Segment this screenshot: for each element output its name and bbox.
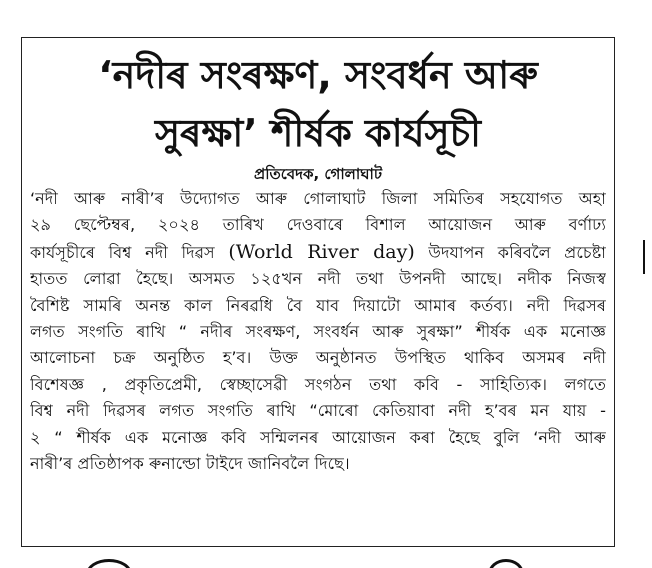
cropped-next-article-fragments — [0, 555, 652, 568]
body-line-11: নাৰী’ৰ প্ৰতিষ্ঠাপক ৰুনাল্ডো টাইদে জানিবলৈ দিছে। — [30, 454, 350, 474]
body-line-3-head: কাৰ্যসূচীৰে বিশ্ব নদী দিৱস — [30, 242, 215, 262]
body-line-5: বৈশিষ্ট সামৰি অনন্ত কাল নিৰৱধি বৈ যাব দিয়াটো আমাৰ কৰ্তব্য। নদী দিৱসৰ — [30, 295, 606, 315]
body-line-2: ২৯ ছেপ্টেম্বৰ, ২০২৪ তাৰিখ দেওবাৰে বিশাল আয়োজন আৰু বৰ্ণাঢ্য — [30, 215, 606, 235]
cropped-glyph-fragment — [488, 559, 524, 568]
body-line-9: বিশ্ব নদী দিৱসৰ লগত সংগতি ৰাখি “মোৰো কেতিয়াবা নদী হ’বৰ মন যায় - — [30, 401, 606, 421]
body-line-3-tail: উদযাপন কৰিবলৈ প্ৰচেষ্টা — [428, 242, 606, 262]
body-line-10: ২ “ শীৰ্ষক এক মনোজ্ঞ কবি সন্মিলনৰ আয়োজন কৰা হৈছে বুলি ‘নদী আৰু — [30, 427, 606, 447]
news-article — [21, 37, 615, 547]
headline-line-1: ‘নদীৰ সংৰক্ষণ, সংবৰ্ধন আৰু — [98, 53, 538, 97]
body-line-3 — [30, 239, 606, 266]
body-line-8: বিশেষজ্ঞ , প্ৰকৃতিপ্ৰেমী, স্বেচ্ছাসেৱী সংগঠন তথা কবি - সাহিত্যিক। লগতে — [30, 374, 606, 394]
body-line-6: লগত সংগতি ৰাখি “ নদীৰ সংৰক্ষণ, সংবৰ্ধন আৰু সুৰক্ষা” শীৰ্ষক এক মনোজ্ঞ — [30, 322, 606, 342]
body-line-4: হাতত লোৱা হৈছে। অসমত ১২৫খন নদী তথা উপনদী আছে। নদীক নিজস্ব — [30, 269, 606, 289]
body-line-1: ‘নদী আৰু নাৰী’ৰ উদ্যোগত আৰু গোলাঘাট জিলা সমিতিৰ সহযোগত অহা — [30, 189, 606, 208]
headline-line-2: সুৰক্ষা’ শীৰ্ষক কাৰ্যসূচী — [154, 111, 482, 155]
article-headline — [22, 38, 614, 162]
body-line-7: আলোচনা চক্ৰ অনুষ্ঠিত হ’ব। উক্ত অনুষ্ঠানত উপস্থিত থাকিব অসমৰ নদী — [30, 348, 606, 368]
page-edge-mark — [643, 240, 645, 274]
article-body — [22, 186, 614, 477]
body-line-3-latin: (World River day) — [228, 240, 415, 263]
article-byline: প্ৰতিবেদক, গোলাঘাট — [254, 165, 382, 183]
cropped-glyph-fragment — [86, 559, 132, 568]
